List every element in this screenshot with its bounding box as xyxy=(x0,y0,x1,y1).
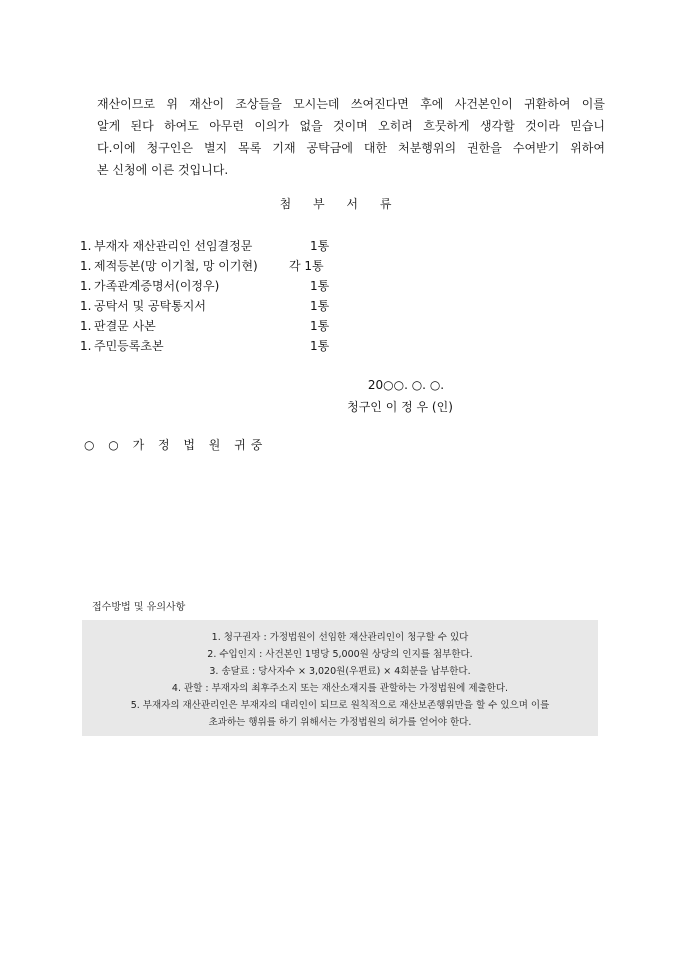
court-addressee: ○ ○ 가 정 법 원 귀중 xyxy=(84,438,268,452)
note-item: 1. 청구권자 : 가정법원이 선임한 재산관리인이 청구할 수 있다 xyxy=(211,632,469,643)
attachment-number: 1. xyxy=(80,279,92,293)
attachment-name: 주민등록초본 xyxy=(94,339,164,353)
attachment-number: 1. xyxy=(80,339,92,353)
attachment-item xyxy=(80,236,380,256)
note-item: 5. 부재자의 재산관리인은 부재자의 대리인이 되므로 원칙적으로 재산보존행위만을 할 수 있으며 이를 xyxy=(130,700,550,711)
attachment-quantity: 1통 xyxy=(310,239,330,253)
claimant-signature: 청구인 이 정 우 (인) xyxy=(347,400,453,414)
body-paragraph xyxy=(97,93,605,181)
note-item: 4. 관할 : 부재자의 최후주소지 또는 재산소재지를 관할하는 가정법원에 제출한다. xyxy=(171,683,509,694)
attachment-item xyxy=(80,256,380,276)
attachment-item xyxy=(80,336,380,356)
notes-heading: 접수방법 및 유의사항 xyxy=(92,602,186,613)
attachment-item xyxy=(80,316,380,336)
note-item: 초과하는 행위를 하기 위해서는 가정법원의 허가를 얻어야 한다. xyxy=(208,717,472,728)
attachment-item xyxy=(80,296,380,316)
attachment-item xyxy=(80,276,380,296)
attachment-number: 1. xyxy=(80,319,92,333)
attachment-name: 판결문 사본 xyxy=(94,319,156,333)
attachments-title: 첨 부 서 류 xyxy=(279,197,401,211)
note-item: 2. 수입인지 : 사건본인 1명당 5,000원 상당의 인지를 첨부한다. xyxy=(207,649,473,660)
notes-box xyxy=(82,620,598,736)
attachment-name: 가족관계증명서(이정우) xyxy=(94,279,220,293)
filing-date: 20○○. ○. ○. xyxy=(367,378,445,392)
attachment-number: 1. xyxy=(80,239,92,253)
attachments-list xyxy=(80,236,380,356)
attachment-name: 공탁서 및 공탁통지서 xyxy=(94,299,206,313)
body-line: 본 신청에 이른 것입니다. xyxy=(97,163,229,177)
attachment-quantity: 1통 xyxy=(310,319,330,333)
attachment-quantity: 1통 xyxy=(310,279,330,293)
signature-block xyxy=(300,374,500,418)
note-item: 3. 송달료 : 당사자수 × 3,020원(우편료) × 4회분을 납부한다. xyxy=(209,666,471,677)
body-line: 다.이에 청구인은 별지 목록 기재 공탁금에 대한 처분행위의 권한을 수여받기 위하여 xyxy=(97,141,605,155)
attachment-quantity: 1통 xyxy=(310,299,330,313)
attachment-quantity: 각 1통 xyxy=(289,259,324,273)
attachment-quantity: 1통 xyxy=(310,339,330,353)
attachment-name: 부재자 재산관리인 선임결정문 xyxy=(94,239,253,253)
notes-list xyxy=(82,629,598,731)
attachment-number: 1. xyxy=(80,259,92,273)
attachment-name: 제적등본(망 이기철, 망 이기현) xyxy=(94,259,258,273)
body-line: 알게 된다 하여도 아무런 이의가 없을 것이며 오히려 흐뭇하게 생각할 것이라 믿습니 xyxy=(97,119,605,133)
attachment-number: 1. xyxy=(80,299,92,313)
body-line: 재산이므로 위 재산이 조상들을 모시는데 쓰여진다면 후에 사건본인이 귀환하여 이를 xyxy=(97,97,605,111)
